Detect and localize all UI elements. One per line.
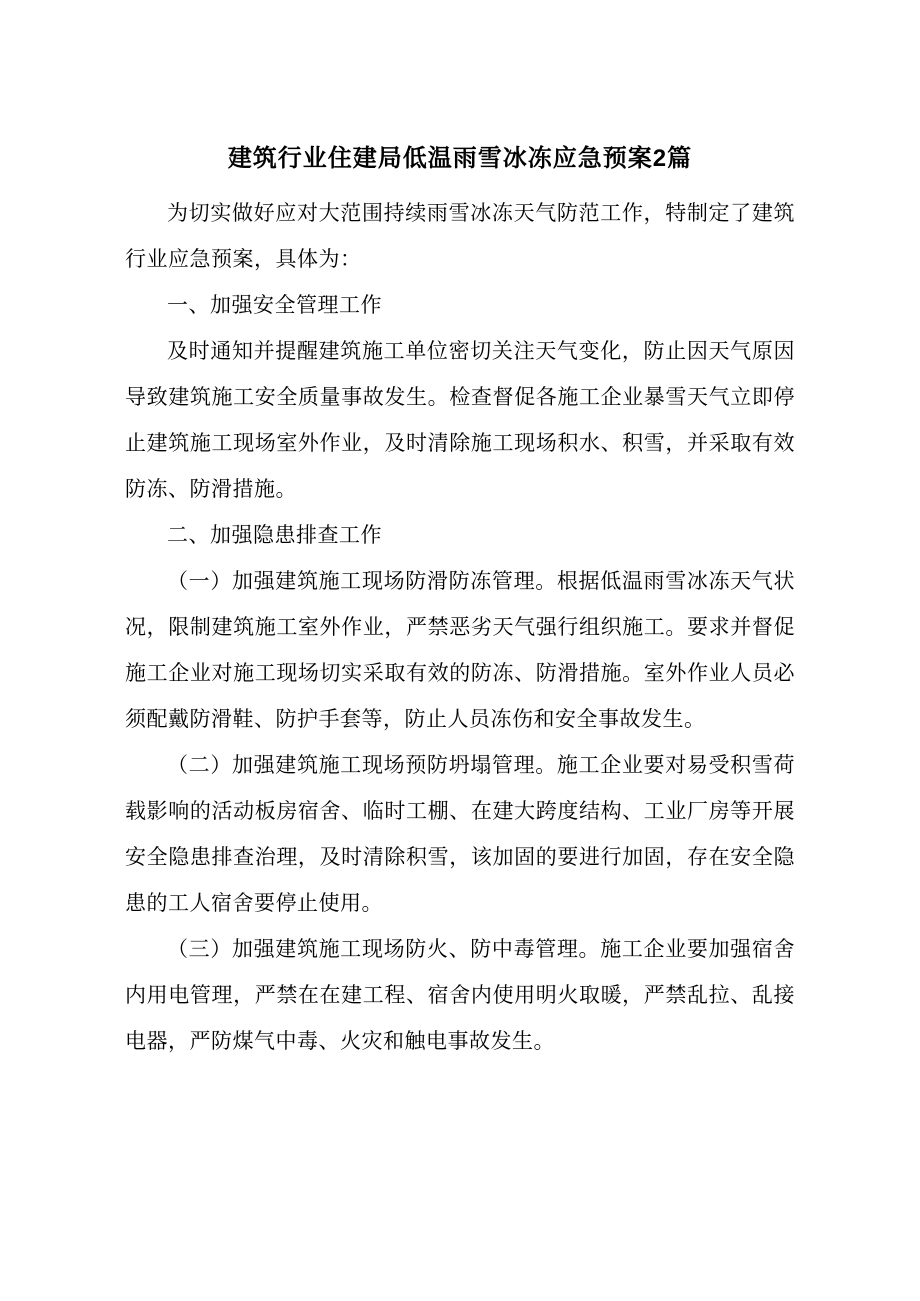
document-body (125, 190, 795, 1064)
body-paragraph: （一）加强建筑施工现场防滑防冻管理。根据低温雨雪冰冻天气状况，限制建筑施工室外作业，严禁恶劣天气强行组织施工。要求并督促施工企业对施工现场切实采取有效的防冻、防滑措施。室外作业人员必须配戴防滑鞋、防护手套等，防止人员冻伤和安全事故发生。 (125, 569, 795, 731)
body-paragraph: 及时通知并提醒建筑施工单位密切关注天气变化，防止因天气原因导致建筑施工安全质量事故发生。检查督促各施工企业暴雪天气立即停止建筑施工现场室外作业，及时清除施工现场积水、积雪，并采取有效防冻、防滑措施。 (125, 339, 795, 501)
body-paragraph: （三）加强建筑施工现场防火、防中毒管理。施工企业要加强宿舍内用电管理，严禁在在建工程、宿舍内使用明火取暖，严禁乱拉、乱接电器，严防煤气中毒、火灾和触电事故发生。 (125, 937, 795, 1053)
body-paragraph: （二）加强建筑施工现场预防坍塌管理。施工企业要对易受积雪荷载影响的活动板房宿舍、临时工棚、在建大跨度结构、工业厂房等开展安全隐患排查治理，及时清除积雪，该加固的要进行加固，存在安全隐患的工人宿舍要停止使用。 (125, 753, 795, 915)
section-heading: 二、加强隐患排查工作 (167, 523, 382, 547)
body-paragraph: 为切实做好应对大范围持续雨雪冰冻天气防范工作，特制定了建筑行业应急预案，具体为： (125, 201, 795, 271)
section-heading: 一、加强安全管理工作 (167, 293, 382, 317)
document-title: 建筑行业住建局低温雨雪冰冻应急预案2篇 (227, 145, 693, 172)
